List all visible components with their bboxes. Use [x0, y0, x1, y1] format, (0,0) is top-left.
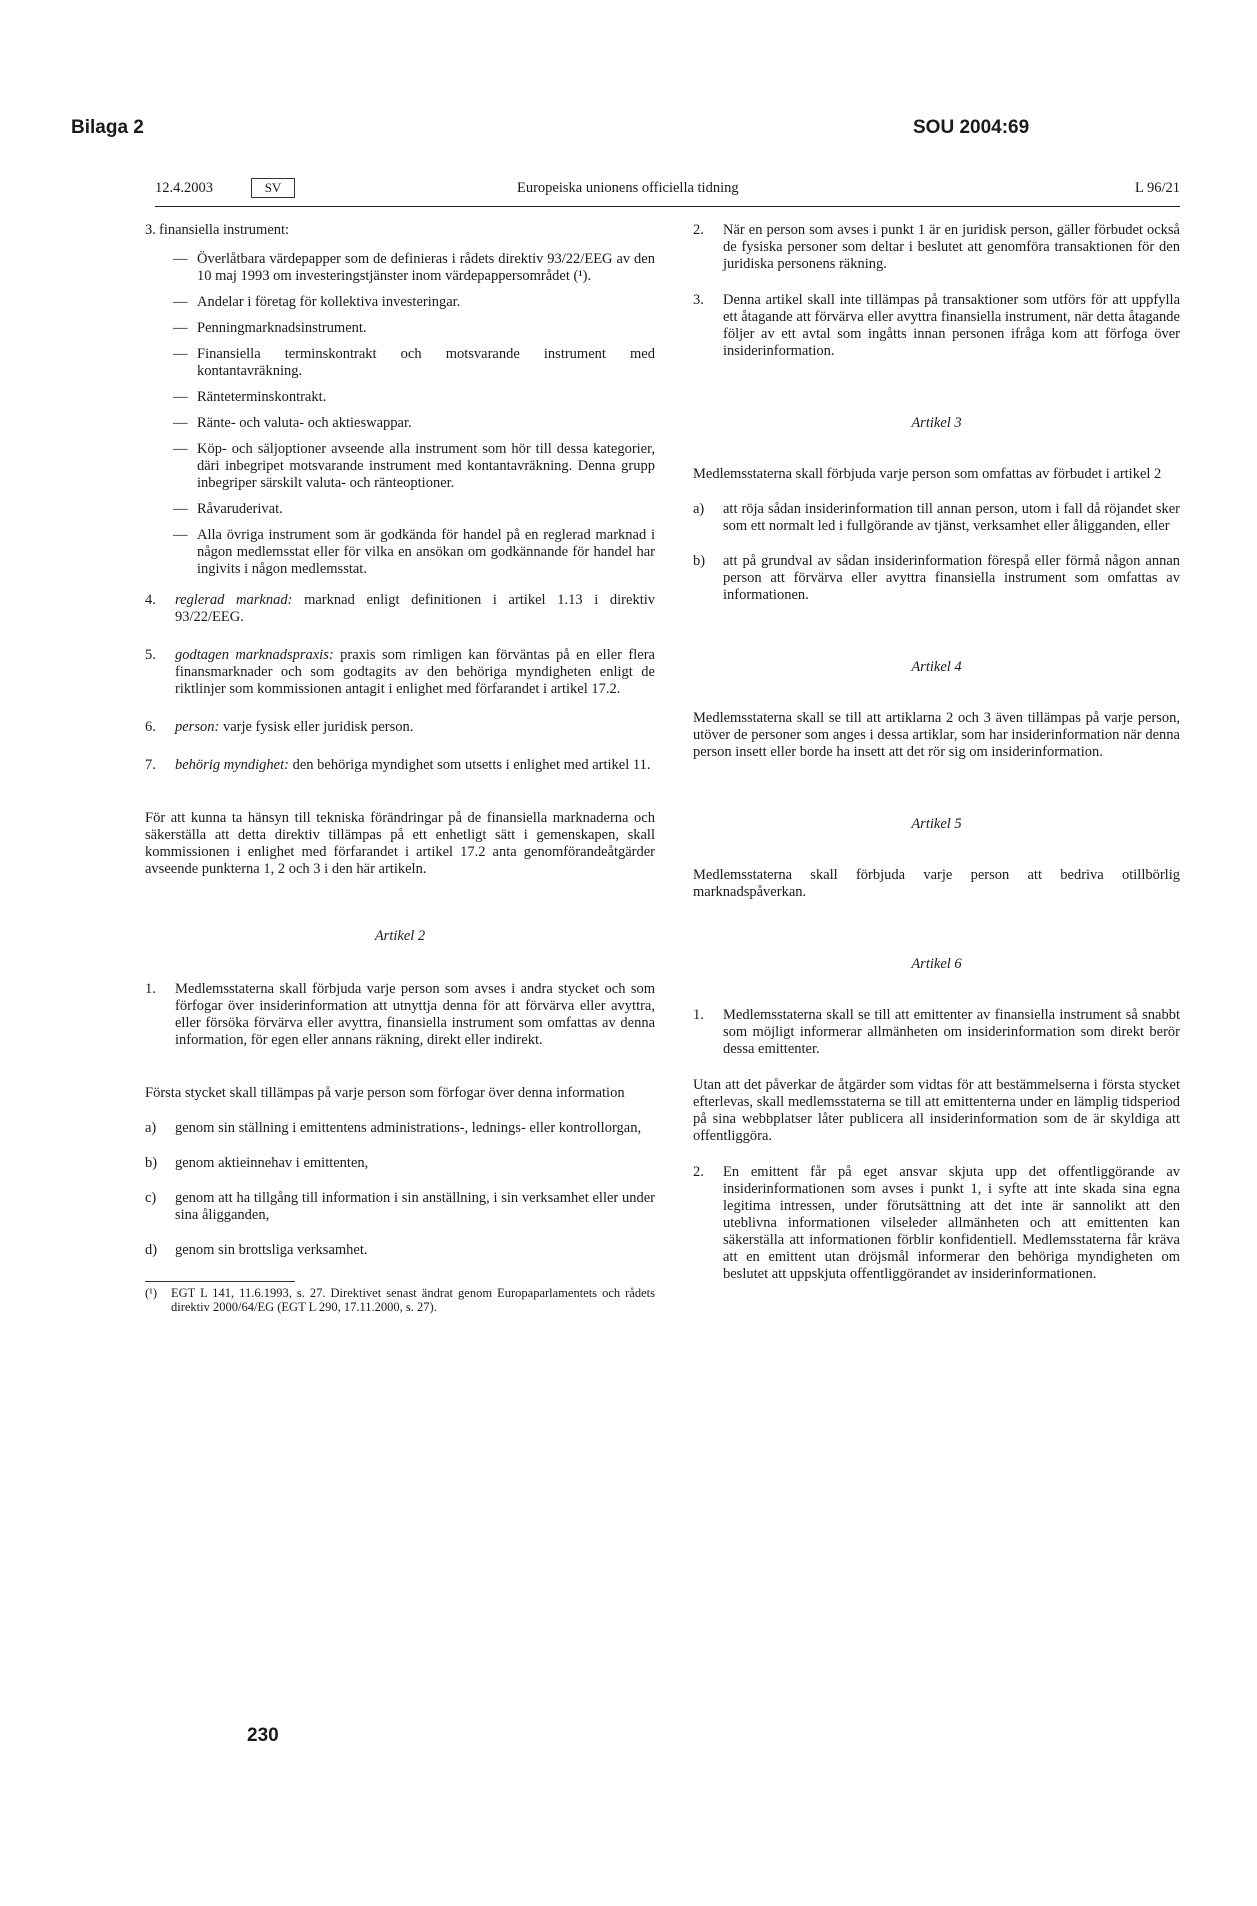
article-3-heading: Artikel 3: [911, 415, 962, 431]
footnote-rule: [145, 1281, 295, 1282]
article-4-heading: Artikel 4: [911, 659, 962, 675]
journal-title: Europeiska unionens officiella tidning: [517, 180, 739, 196]
list-item: c) genom att ha tillgång till information i sin anställning, i sin verksamhet eller under sina åligganden,: [145, 1190, 655, 1223]
list-item: a) genom sin ställning i emittentens administrations-, lednings- eller kontrollorgan,: [145, 1120, 642, 1136]
article-2-second-subparagraph: Första stycket skall tillämpas på varje person som förfogar över denna information: [145, 1085, 625, 1101]
instrument-item: — Ränte- och valuta- och aktieswappar.: [173, 415, 412, 431]
article-5-text: Medlemsstaterna skall förbjuda varje person att bedriva otillbörlig marknadspåverkan.: [693, 867, 1180, 900]
dash-marker: —: [173, 415, 188, 431]
list-item: a) att röja sådan insiderinformation till annan person, utom i fall då röjandet sker som ett normalt led i fullgörande av tjänst, verksamhet eller åligganden, eller: [693, 501, 1180, 534]
definition-7: 7. behörig myndighet: den behöriga myndighet som utsetts i enlighet med artikel 11.: [145, 757, 651, 773]
article-3-intro: Medlemsstaterna skall förbjuda varje person som omfattas av förbudet i artikel 2: [693, 466, 1162, 482]
dash-marker: —: [173, 527, 188, 543]
instrument-item: — Råvaruderivat.: [173, 501, 283, 517]
appendix-label: Bilaga 2: [71, 117, 144, 138]
definition-3: 3. finansiella instrument:: [145, 222, 290, 238]
left-column: [145, 222, 655, 1314]
article-6-paragraph-1-second: Utan att det påverkar de åtgärder som vidtas för att bestämmelserna i första stycket efterlevas, skall medlemsstaterna se till att emittenterna under en lämplig tidsperiod på sina webbplatser låter publicera all insiderinformation som de är skyldiga att offentliggöra.: [693, 1077, 1180, 1144]
dash-marker: —: [173, 251, 188, 267]
article-2-paragraph-3: 3. Denna artikel skall inte tillämpas på transaktioner som utförs för att uppfylla ett åtagande att förvärva eller avyttra finansiella instrument, när detta åtagande följer av ett avtal som ingåtts innan personen ifråga kom att förfoga över insiderinformation.: [693, 292, 1180, 359]
header-rule: [155, 206, 1180, 207]
instrument-item: — Andelar i företag för kollektiva investeringar.: [173, 294, 461, 310]
instrument-item: — Överlåtbara värdepapper som de definieras i rådets direktiv 93/22/EEG av den 10 maj 1993 om investeringstjänster inom värdepappersområdet (¹).: [173, 251, 655, 284]
article-6-heading: Artikel 6: [911, 956, 962, 972]
right-column: [693, 222, 1180, 1283]
instrument-item: — Köp- och säljoptioner avseende alla instrument som hör till dessa kategorier, däri inbegripet motsvarande instrument med kontantavräkning. Denna grupp inbegriper särskilt valuta- och ränteoptioner.: [173, 441, 655, 491]
report-number: SOU 2004:69: [913, 117, 1030, 138]
instrument-item: — Finansiella terminskontrakt och motsvarande instrument med kontantavräkning.: [173, 346, 655, 379]
language-badge: SV: [251, 178, 295, 198]
footnote: (¹) EGT L 141, 11.6.1993, s. 27. Direktivet senast ändrat genom Europaparlamentets och rådets direktiv 2000/64/EG (EGT L 290, 17.11.2000, s. 27).: [145, 1286, 655, 1314]
instrument-list: [145, 251, 655, 578]
article-2-heading: Artikel 2: [374, 928, 426, 944]
dash-marker: —: [173, 294, 188, 310]
article-2-paragraph-2: 2. När en person som avses i punkt 1 är en juridisk person, gäller förbudet också de fysiska personer som deltar i beslutet att genomföra transaktionen för den juridiska personens räkning.: [693, 222, 1180, 272]
definition-6: 6. person: varje fysisk eller juridisk person.: [145, 719, 414, 735]
implementing-measures-paragraph: För att kunna ta hänsyn till tekniska förändringar på de finansiella marknaderna och säkerställa att detta direktiv tillämpas på ett enhetligt sätt i gemenskapen, skall kommissionen i enlighet med förfarandet i artikel 17.2 anta genomförandeåtgärder avseende punkterna 1, 2 och 3 i den här artikeln.: [145, 810, 655, 877]
article-4-text: Medlemsstaterna skall se till att artiklarna 2 och 3 även tillämpas på varje person, utöver de personer som anges i dessa artiklar, som har insiderinformation när denna person insett eller borde ha insett att det rör sig om insiderinformation.: [693, 710, 1180, 760]
journal-header: [155, 178, 1180, 202]
article-5-heading: Artikel 5: [911, 816, 962, 832]
definition-5: 5. godtagen marknadspraxis: praxis som rimligen kan förväntas på en eller flera finansmarknader och som godtagits av den behöriga myndigheten enligt de riktlinjer som kommissionen antagit i enlighet med förfarandet i artikel 17.2.: [145, 647, 655, 697]
dash-marker: —: [173, 389, 188, 405]
list-item: d) genom sin brottsliga verksamhet.: [145, 1242, 368, 1258]
list-item: b) att på grundval av sådan insiderinformation förespå eller förmå någon annan person att förvärva eller avyttra finansiella instrument som omfattas av informationen.: [693, 553, 1180, 603]
definition-4: 4. reglerad marknad: marknad enligt definitionen i artikel 1.13 i direktiv 93/22/EEG.: [145, 592, 656, 625]
list-item: b) genom aktieinnehav i emittenten,: [145, 1155, 369, 1171]
instrument-item: — Alla övriga instrument som är godkända för handel på en reglerad marknad i någon medlemsstat eller för vilka en ansökan om godkännande för handel har ingivits i någon medlemsstat.: [173, 527, 655, 577]
instrument-item: — Penningmarknadsinstrument.: [173, 320, 367, 336]
dash-marker: —: [173, 501, 188, 517]
article-6-paragraph-2: 2. En emittent får på eget ansvar skjuta upp det offentliggörande av insiderinformationen som avses i punkt 1, i syfte att inte skada sina egna legitima intressen, under förutsättning att det inte är sannolikt att den uteblivna informationen vilseleder allmänheten och att emittenten kan säkerställa att informationen förblir konfidentiell. Medlemsstaterna får kräva att en emittent utan dröjsmål informerar den behöriga myndigheten om beslutet att uppskjuta offentliggörandet av insiderinformationen.: [693, 1164, 1180, 1282]
journal-date: 12.4.2003: [155, 180, 213, 196]
dash-marker: —: [173, 441, 188, 457]
journal-page: L 96/21: [1135, 180, 1180, 196]
dash-marker: —: [173, 346, 188, 362]
article-6-paragraph-1: 1. Medlemsstaterna skall se till att emittenter av finansiella instrument så snabbt som möjligt informerar allmänheten om insiderinformation som direkt berör dessa emittenter.: [693, 1007, 1180, 1057]
article-3-items: [693, 501, 1180, 604]
instrument-item: — Ränteterminskontrakt.: [173, 389, 327, 405]
article-2-items: [145, 1120, 655, 1259]
dash-marker: —: [173, 320, 188, 336]
article-2-paragraph-1: 1. Medlemsstaterna skall förbjuda varje person som avses i andra stycket och som förfogar över insiderinformation att utnyttja denna för att förvärva eller avyttra, eller försöka förvärva eller avyttra, finansiella instrument som omfattas av denna information, för egen eller annans räkning, direkt eller indirekt.: [145, 981, 655, 1048]
page-number: 230: [247, 1725, 279, 1746]
